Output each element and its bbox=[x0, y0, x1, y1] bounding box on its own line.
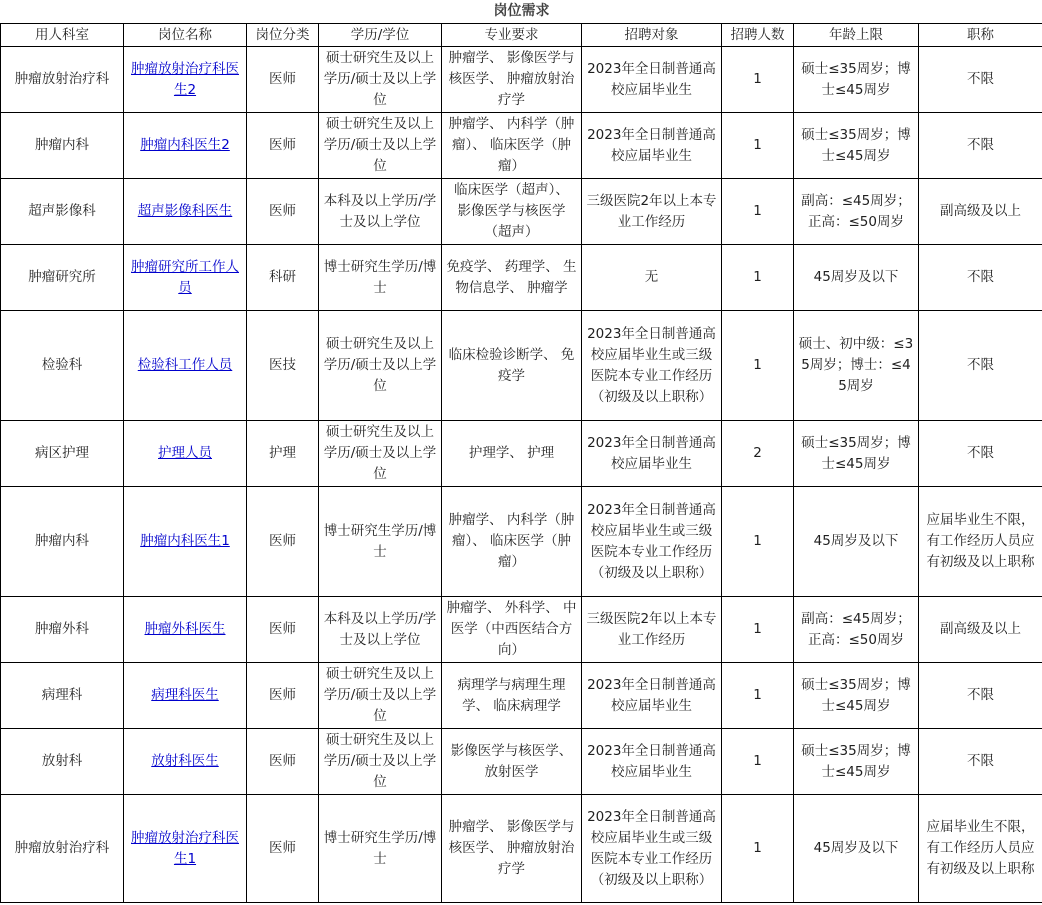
category-cell: 医师 bbox=[247, 597, 319, 663]
major-cell: 护理学、 护理 bbox=[442, 421, 582, 487]
dept-cell: 放射科 bbox=[1, 729, 124, 795]
age-cell: 硕士≤35周岁；博士≤45周岁 bbox=[794, 421, 919, 487]
header-position: 岗位名称 bbox=[124, 24, 247, 47]
count-cell: 1 bbox=[722, 487, 794, 597]
position-cell bbox=[124, 311, 247, 421]
title-cell: 副高级及以上 bbox=[919, 179, 1042, 245]
category-cell: 医技 bbox=[247, 311, 319, 421]
position-cell bbox=[124, 245, 247, 311]
age-cell: 45周岁及以下 bbox=[794, 487, 919, 597]
education-cell: 本科及以上学历/学士及以上学位 bbox=[319, 597, 442, 663]
education-cell: 博士研究生学历/博士 bbox=[319, 487, 442, 597]
count-cell: 1 bbox=[722, 245, 794, 311]
major-cell: 肿瘤学、 外科学、 中医学（中西医结合方向） bbox=[442, 597, 582, 663]
major-cell: 肿瘤学、 影像医学与核医学、 肿瘤放射治疗学 bbox=[442, 795, 582, 903]
major-cell: 肿瘤学、 内科学（肿瘤）、 临床医学（肿瘤） bbox=[442, 487, 582, 597]
age-cell: 硕士≤35周岁；博士≤45周岁 bbox=[794, 663, 919, 729]
title-cell: 不限 bbox=[919, 663, 1042, 729]
target-cell: 2023年全日制普通高校应届毕业生 bbox=[582, 113, 722, 179]
major-cell: 病理学与病理生理学、 临床病理学 bbox=[442, 663, 582, 729]
major-cell: 临床检验诊断学、 免疫学 bbox=[442, 311, 582, 421]
count-cell: 1 bbox=[722, 113, 794, 179]
title-cell: 不限 bbox=[919, 245, 1042, 311]
position-cell bbox=[124, 795, 247, 903]
title-cell: 不限 bbox=[919, 113, 1042, 179]
category-cell: 医师 bbox=[247, 663, 319, 729]
position-link[interactable]: 护理人员 bbox=[158, 445, 212, 461]
education-cell: 硕士研究生及以上学历/硕士及以上学位 bbox=[319, 663, 442, 729]
major-cell: 肿瘤学、 影像医学与核医学、 肿瘤放射治疗学 bbox=[442, 47, 582, 113]
category-cell: 医师 bbox=[247, 113, 319, 179]
title-cell: 不限 bbox=[919, 47, 1042, 113]
dept-cell: 病区护理 bbox=[1, 421, 124, 487]
table-caption: 岗位需求 bbox=[1, 0, 1042, 24]
position-link[interactable]: 肿瘤内科医生1 bbox=[140, 533, 230, 549]
dept-cell: 肿瘤内科 bbox=[1, 487, 124, 597]
title-cell: 应届毕业生不限，有工作经历人员应有初级及以上职称 bbox=[919, 487, 1042, 597]
table-row bbox=[1, 421, 1042, 487]
age-cell: 硕士、初中级：≤35周岁；博士：≤45周岁 bbox=[794, 311, 919, 421]
count-cell: 1 bbox=[722, 47, 794, 113]
major-cell: 影像医学与核医学、 放射医学 bbox=[442, 729, 582, 795]
header-category: 岗位分类 bbox=[247, 24, 319, 47]
header-count: 招聘人数 bbox=[722, 24, 794, 47]
dept-cell: 超声影像科 bbox=[1, 179, 124, 245]
age-cell: 45周岁及以下 bbox=[794, 795, 919, 903]
position-cell bbox=[124, 729, 247, 795]
age-cell: 硕士≤35周岁；博士≤45周岁 bbox=[794, 47, 919, 113]
position-link[interactable]: 肿瘤外科医生 bbox=[144, 621, 226, 637]
count-cell: 1 bbox=[722, 179, 794, 245]
position-cell bbox=[124, 179, 247, 245]
header-target: 招聘对象 bbox=[582, 24, 722, 47]
category-cell: 护理 bbox=[247, 421, 319, 487]
table-row bbox=[1, 597, 1042, 663]
dept-cell: 肿瘤研究所 bbox=[1, 245, 124, 311]
education-cell: 硕士研究生及以上学历/硕士及以上学位 bbox=[319, 47, 442, 113]
major-cell: 免疫学、 药理学、 生物信息学、 肿瘤学 bbox=[442, 245, 582, 311]
education-cell: 本科及以上学历/学士及以上学位 bbox=[319, 179, 442, 245]
target-cell: 2023年全日制普通高校应届毕业生或三级医院本专业工作经历（初级及以上职称） bbox=[582, 795, 722, 903]
target-cell: 2023年全日制普通高校应届毕业生或三级医院本专业工作经历（初级及以上职称） bbox=[582, 487, 722, 597]
header-title: 职称 bbox=[919, 24, 1042, 47]
header-major: 专业要求 bbox=[442, 24, 582, 47]
category-cell: 医师 bbox=[247, 47, 319, 113]
count-cell: 2 bbox=[722, 421, 794, 487]
table-row bbox=[1, 245, 1042, 311]
major-cell: 肿瘤学、 内科学（肿瘤）、 临床医学（肿瘤） bbox=[442, 113, 582, 179]
table-row bbox=[1, 311, 1042, 421]
education-cell: 硕士研究生及以上学历/硕士及以上学位 bbox=[319, 729, 442, 795]
position-cell bbox=[124, 113, 247, 179]
education-cell: 硕士研究生及以上学历/硕士及以上学位 bbox=[319, 421, 442, 487]
category-cell: 医师 bbox=[247, 729, 319, 795]
position-cell bbox=[124, 421, 247, 487]
target-cell: 无 bbox=[582, 245, 722, 311]
header-dept: 用人科室 bbox=[1, 24, 124, 47]
table-row bbox=[1, 663, 1042, 729]
dept-cell: 检验科 bbox=[1, 311, 124, 421]
position-link[interactable]: 肿瘤放射治疗科医生1 bbox=[131, 829, 239, 867]
target-cell: 2023年全日制普通高校应届毕业生 bbox=[582, 421, 722, 487]
table-row bbox=[1, 179, 1042, 245]
title-cell: 应届毕业生不限，有工作经历人员应有初级及以上职称 bbox=[919, 795, 1042, 903]
position-link[interactable]: 病理科医生 bbox=[151, 687, 219, 703]
position-cell bbox=[124, 47, 247, 113]
education-cell: 博士研究生学历/博士 bbox=[319, 795, 442, 903]
position-link[interactable]: 放射科医生 bbox=[151, 753, 219, 769]
category-cell: 医师 bbox=[247, 487, 319, 597]
position-cell bbox=[124, 597, 247, 663]
table-row bbox=[1, 113, 1042, 179]
dept-cell: 肿瘤放射治疗科 bbox=[1, 47, 124, 113]
age-cell: 副高：≤45周岁；正高：≤50周岁 bbox=[794, 597, 919, 663]
title-cell: 不限 bbox=[919, 729, 1042, 795]
category-cell: 医师 bbox=[247, 795, 319, 903]
category-cell: 医师 bbox=[247, 179, 319, 245]
position-link[interactable]: 肿瘤放射治疗科医生2 bbox=[131, 60, 239, 98]
position-cell bbox=[124, 663, 247, 729]
table-row bbox=[1, 487, 1042, 597]
table-row bbox=[1, 795, 1042, 903]
dept-cell: 肿瘤外科 bbox=[1, 597, 124, 663]
age-cell: 硕士≤35周岁；博士≤45周岁 bbox=[794, 729, 919, 795]
count-cell: 1 bbox=[722, 795, 794, 903]
title-cell: 不限 bbox=[919, 421, 1042, 487]
major-cell: 临床医学（超声）、 影像医学与核医学（超声） bbox=[442, 179, 582, 245]
position-link[interactable]: 肿瘤内科医生2 bbox=[140, 137, 230, 153]
dept-cell: 肿瘤内科 bbox=[1, 113, 124, 179]
header-row bbox=[1, 24, 1042, 47]
title-cell: 不限 bbox=[919, 311, 1042, 421]
age-cell: 硕士≤35周岁；博士≤45周岁 bbox=[794, 113, 919, 179]
header-education: 学历/学位 bbox=[319, 24, 442, 47]
dept-cell: 肿瘤放射治疗科 bbox=[1, 795, 124, 903]
target-cell: 三级医院2年以上本专业工作经历 bbox=[582, 179, 722, 245]
education-cell: 博士研究生学历/博士 bbox=[319, 245, 442, 311]
position-link[interactable]: 肿瘤研究所工作人员 bbox=[131, 258, 239, 296]
age-cell: 副高：≤45周岁；正高：≤50周岁 bbox=[794, 179, 919, 245]
table-row bbox=[1, 47, 1042, 113]
count-cell: 1 bbox=[722, 597, 794, 663]
education-cell: 硕士研究生及以上学历/硕士及以上学位 bbox=[319, 113, 442, 179]
target-cell: 2023年全日制普通高校应届毕业生 bbox=[582, 47, 722, 113]
title-cell: 副高级及以上 bbox=[919, 597, 1042, 663]
count-cell: 1 bbox=[722, 663, 794, 729]
education-cell: 硕士研究生及以上学历/硕士及以上学位 bbox=[319, 311, 442, 421]
table-row bbox=[1, 729, 1042, 795]
count-cell: 1 bbox=[722, 311, 794, 421]
target-cell: 2023年全日制普通高校应届毕业生 bbox=[582, 663, 722, 729]
count-cell: 1 bbox=[722, 729, 794, 795]
age-cell: 45周岁及以下 bbox=[794, 245, 919, 311]
target-cell: 三级医院2年以上本专业工作经历 bbox=[582, 597, 722, 663]
position-link[interactable]: 超声影像科医生 bbox=[137, 203, 233, 219]
category-cell: 科研 bbox=[247, 245, 319, 311]
dept-cell: 病理科 bbox=[1, 663, 124, 729]
position-link[interactable]: 检验科工作人员 bbox=[137, 357, 233, 373]
target-cell: 2023年全日制普通高校应届毕业生或三级医院本专业工作经历（初级及以上职称） bbox=[582, 311, 722, 421]
target-cell: 2023年全日制普通高校应届毕业生 bbox=[582, 729, 722, 795]
position-cell bbox=[124, 487, 247, 597]
header-age: 年龄上限 bbox=[794, 24, 919, 47]
